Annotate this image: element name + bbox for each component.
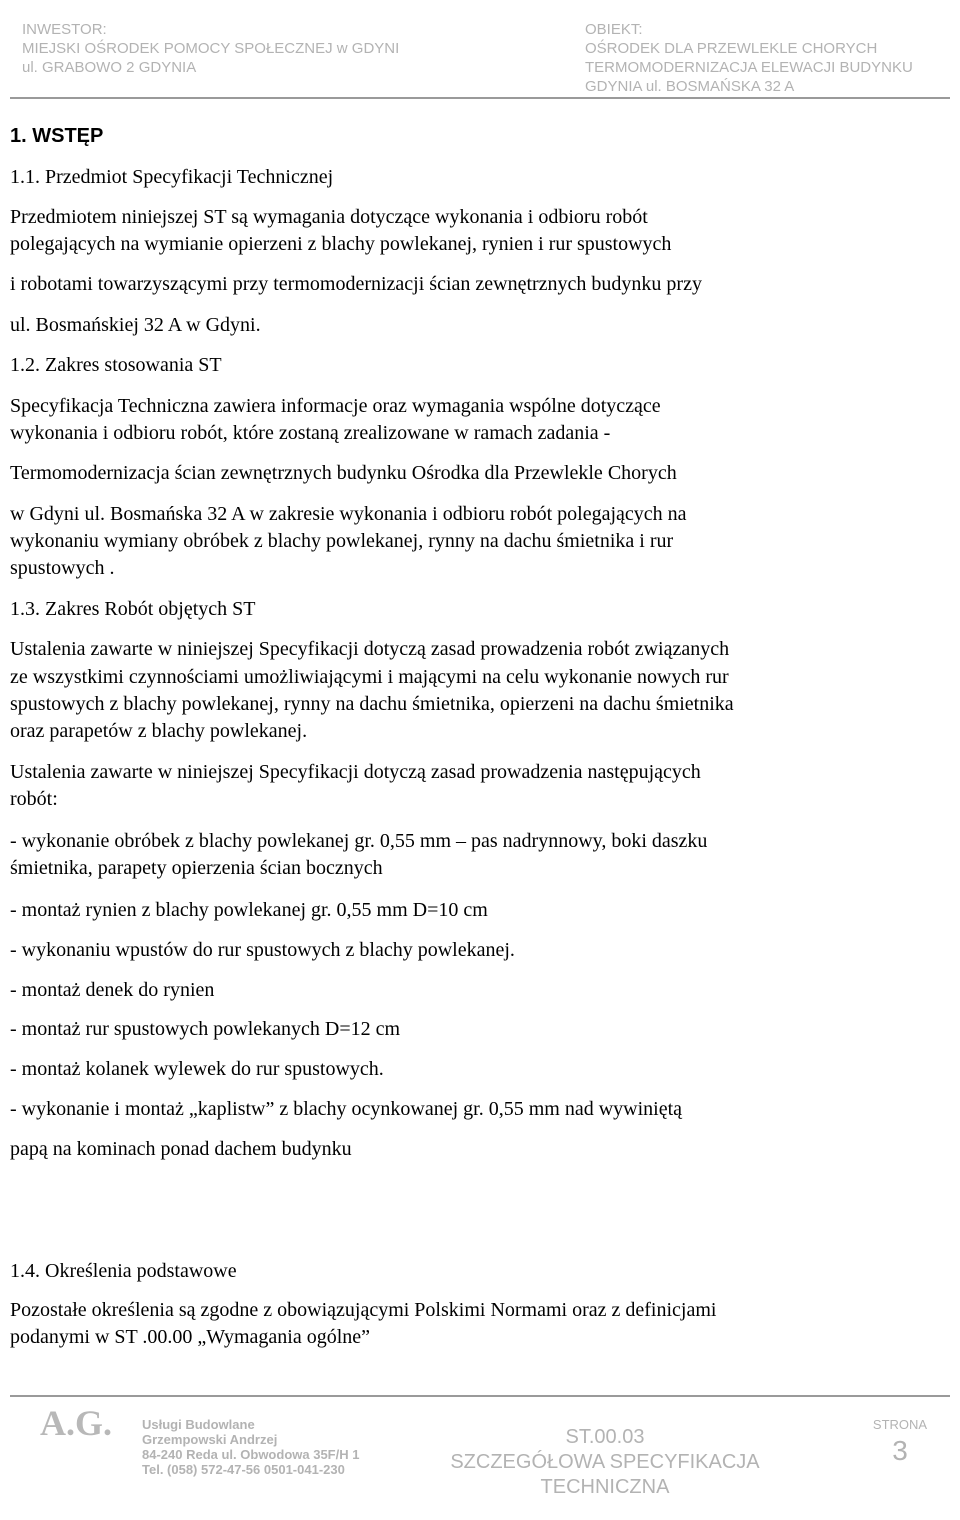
section-1-2-title: 1.2. Zakres stosowania ST [10, 354, 222, 376]
paragraph-line: spustowych z blachy powlekanej, rynny na dachu śmietnika, opierzeni na dachu śmietnika [10, 693, 734, 715]
company-logo: A.G. [40, 1403, 112, 1443]
paragraph-line: Specyfikacja Techniczna zawiera informacje oraz wymagania wspólne dotyczące [10, 395, 661, 417]
section-1-3-title: 1.3. Zakres Robót objętych ST [10, 598, 256, 620]
header-divider [10, 97, 950, 99]
paragraph-line: wykonania i odbioru robót, które zostaną zrealizowane w ramach zadania - [10, 422, 611, 444]
page-label: STRONA [872, 1417, 928, 1432]
company-info [142, 1417, 359, 1477]
list-item: - montaż denek do rynien [10, 979, 215, 1001]
paragraph-line: ze wszystkimi czynnościami umożliwiającymi i mającymi na celu wykonanie nowych rur [10, 666, 729, 688]
list-item: papą na kominach ponad dachem budynku [10, 1138, 352, 1160]
paragraph-line: w Gdyni ul. Bosmańska 32 A w zakresie wykonania i odbioru robót polegających na [10, 503, 687, 525]
paragraph-line: podanymi w ST .00.00 „Wymagania ogólne” [10, 1326, 371, 1348]
object-block [585, 20, 913, 96]
paragraph-line: robót: [10, 788, 58, 810]
list-item: - wykonanie obróbek z blachy powlekanej gr. 0,55 mm – pas nadrynnowy, boki daszku [10, 830, 708, 852]
list-item: - montaż rur spustowych powlekanych D=12 cm [10, 1018, 401, 1040]
company-line: 84-240 Reda ul. Obwodowa 35F/H 1 [142, 1447, 360, 1462]
investor-name: MIEJSKI OŚRODEK POMOCY SPOŁECZNEJ w GDYNI [22, 40, 400, 57]
investor-label: INWESTOR: [22, 21, 107, 38]
section-1-1-title: 1.1. Przedmiot Specyfikacji Technicznej [10, 166, 334, 188]
paragraph-line: wykonaniu wymiany obróbek z blachy powlekanej, rynny na dachu śmietnika i rur [10, 530, 674, 552]
list-item: - wykonaniu wpustów do rur spustowych z blachy powlekanej. [10, 939, 515, 961]
object-scope: TERMOMODERNIZACJA ELEWACJI BUDYNKU [585, 59, 913, 76]
section-heading-wstep: 1. WSTĘP [10, 125, 104, 147]
company-line: Tel. (058) 572-47-56 0501-041-230 [142, 1462, 345, 1477]
paragraph-line: Ustalenia zawarte w niniejszej Specyfikacji dotyczą zasad prowadzenia następujących [10, 761, 701, 783]
company-line: Grzempowski Andrzej [142, 1432, 278, 1447]
page-header [0, 0, 960, 96]
investor-block [22, 20, 399, 77]
paragraph-line: Ustalenia zawarte w niniejszej Specyfikacji dotyczą zasad prowadzenia robót związanych [10, 638, 730, 660]
object-address: GDYNIA ul. BOSMAŃSKA 32 A [585, 78, 795, 95]
investor-address: ul. GRABOWO 2 GDYNIA [22, 59, 197, 76]
page-number: 3 [892, 1435, 908, 1466]
spec-name-line: TECHNICZNA [540, 1476, 670, 1498]
page-indicator [860, 1417, 940, 1468]
object-label: OBIEKT: [585, 21, 643, 38]
paragraph-line: Termomodernizacja ścian zewnętrznych budynku Ośrodka dla Przewlekle Chorych [10, 462, 677, 484]
paragraph-line: ul. Bosmańskiej 32 A w Gdyni. [10, 314, 261, 336]
spec-code: ST.00.03 [565, 1426, 645, 1448]
page-footer [10, 1397, 950, 1507]
paragraph-line: i robotami towarzyszącymi przy termomodernizacji ścian zewnętrznych budynku przy [10, 273, 702, 295]
paragraph-line: spustowych . [10, 557, 115, 579]
paragraph-line: polegających na wymianie opierzeni z blachy powlekanej, rynien i rur spustowych [10, 233, 672, 255]
section-1-4-title: 1.4. Określenia podstawowe [10, 1260, 237, 1282]
list-item: śmietnika, parapety opierzenia ścian bocznych [10, 857, 383, 879]
paragraph-line: oraz parapetów z blachy powlekanej. [10, 720, 308, 742]
paragraph-line: Przedmiotem niniejszej ST są wymagania dotyczące wykonania i odbioru robót [10, 206, 648, 228]
spec-name-line: SZCZEGÓŁOWA SPECYFIKACJA [450, 1451, 760, 1473]
paragraph-line: Pozostałe określenia są zgodne z obowiązującymi Polskimi Normami oraz z definicjami [10, 1299, 717, 1321]
company-line: Usługi Budowlane [142, 1417, 255, 1432]
object-name: OŚRODEK DLA PRZEWLEKLE CHORYCH [585, 40, 878, 57]
list-item: - montaż rynien z blachy powlekanej gr. 0,55 mm D=10 cm [10, 899, 488, 921]
list-item: - wykonanie i montaż „kaplistw” z blachy ocynkowanej gr. 0,55 mm nad wywiniętą [10, 1098, 683, 1120]
list-item: - montaż kolanek wylewek do rur spustowych. [10, 1058, 384, 1080]
spec-title [450, 1425, 760, 1500]
